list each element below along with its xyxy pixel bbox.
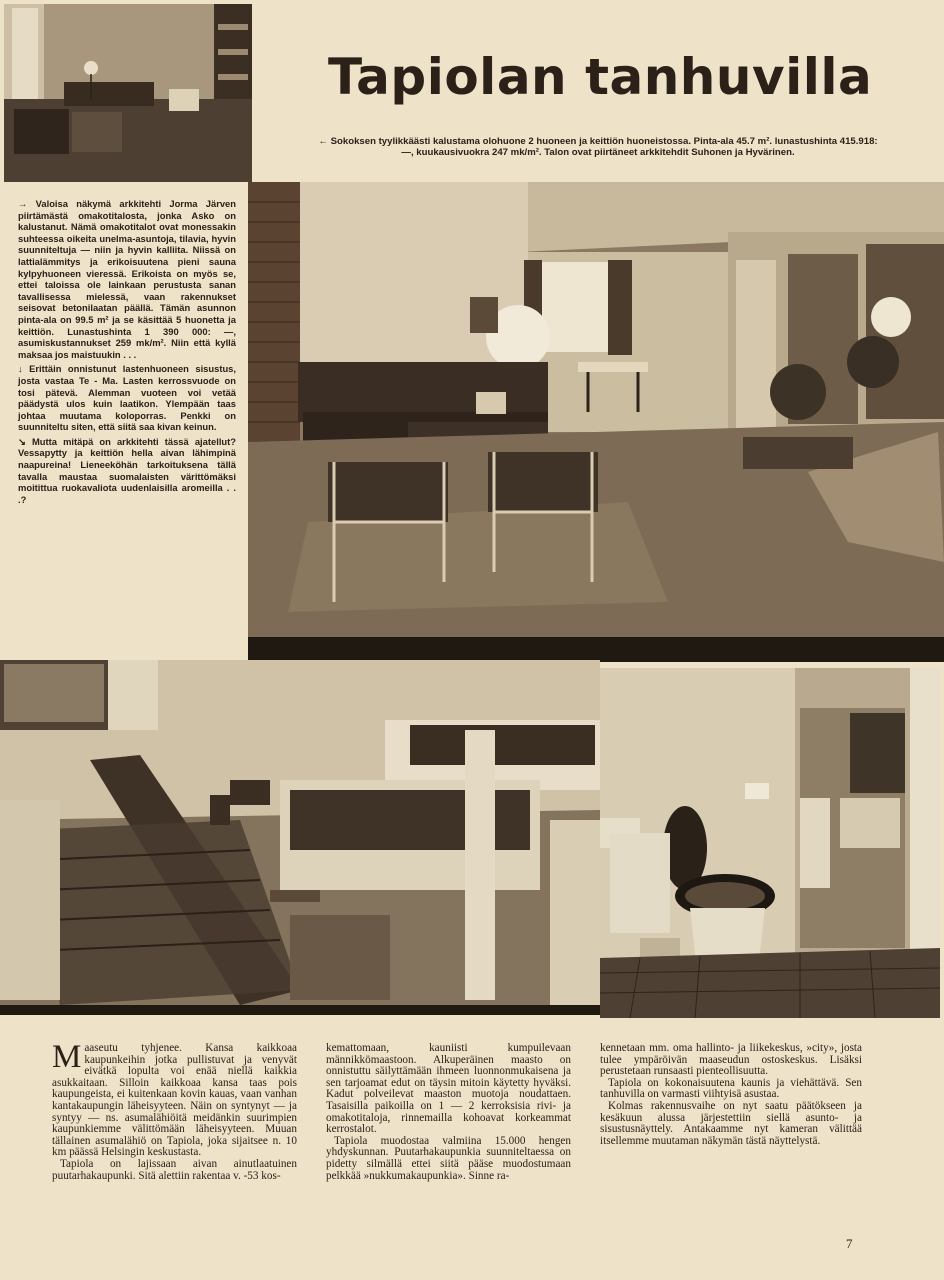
house-interior-photo (248, 182, 944, 662)
caption-toilet-kitchen: ↘ Mutta mitäpä on arkkitehti tässä ajatellut? Vessapytty ja keittiön hella aivan lähimpinä naapureina! Lieneeköhän tarkoituksena tällä tavalla maustaa suomalaisten värittömäksi moitittua ruokavaliota uudenlaisilla aromeilla . . .? (18, 435, 236, 505)
caption-house: → Valoisa näkymä arkkitehti Jorma Järven piirtämästä omakotitalosta, jonka Asko on kalustanut. Nämä omakotitalot ovat monessakin suhteessa oikeita unelma-asuntoja, tilavia, hyvin suunniteltuja — niin ja hyvin kalliita. Niissä on lattialämmitys ja erikoisuutena pieni sauna kylpyhuoneen vieressä. Erikoista on myös se, ettei taloissa ole lainkaan perustusta sanan tavallisessa mielessä, vaan rakennukset seisovat betonilaatan päällä. Tämän asunnon pinta-ala on 99.5 m² ja se käsittää 5 huonetta ja keittiön. Lunastushinta 1 390 000: —, asumiskustannukset 259 mk/m². Niin että kyllä maksaa jos maistuukin . . . (18, 198, 236, 360)
body-column-1 (52, 1039, 297, 1182)
body-column-3 (600, 1043, 862, 1147)
childrens-room-photo (0, 660, 600, 1015)
page-number: 7 (846, 1236, 853, 1251)
body-column-2 (326, 1043, 571, 1182)
caption-childrens-room: ↓ Erittäin onnistunut lastenhuoneen sisustus, josta vastaa Te - Ma. Lasten kerrossvuode on tosi pätevä. Alemman vuoteen voi vetää päädystä ulos kuin laatikon. Ylempään taas johtaa muutama koloporras. Penkki on suunniteltu siten, että siitä saa kivan keinun. (18, 363, 236, 433)
bathroom-kitchen-photo (600, 668, 940, 1018)
body-paragraph: Tapiola on lajissaan aivan ainutlaatuinen puutarhakaupunki. Sitä alettiin rakentaa v. -53 kos- (52, 1157, 297, 1182)
body-paragraph: Tapiola on kokonaisuutena kaunis ja viehättävä. Sen tanhuvilla on varmasti viihtyisä asustaa. (600, 1076, 862, 1101)
body-paragraph: Tapiola muodostaa valmiina 15.000 hengen yhdyskunnan. Puutarhakaupunkia suunniteltaessa on pidetty silmällä ettei siitä pääse muodostumaan pelkkää »nukkumakaupunkia». Sinne ra- (326, 1134, 571, 1182)
body-paragraph: Kolmas rakennusvaihe on nyt saatu päätökseen ja kesäkuun alussa järjestettiin siellä asunto- ja sisustusnäyttely. Antakaamme nyt kameran välittää itsellemme muutaman näkymän tästä näyttelystä. (600, 1099, 862, 1147)
side-caption-column (18, 198, 236, 508)
living-room-photo (4, 4, 252, 182)
body-paragraph: aaseutu tyhjenee. Kansa kaikkoaa kaupunkeihin jotka pullistuvat ja venyvät eivätkä lopulta voi enää niellä kaikkia asukkaitaan. Silloin kaikkoaa kansa taas pois kaupungeista, ei kuitenkaan kovin kauas, vaan vanhan kantakaupungin läheisyyteen. Näin on syntynyt — ja syntyy — ns. asumalähiöitä meidänkin suurimpien kaupunkiemme välittömään läheisyyteen. Muuan tällainen asumalähiö on Tapiola, joka sijaitsee n. 10 km päässä Helsingin keskustasta. (52, 1042, 297, 1159)
body-paragraph: kemattomaan, kauniisti kumpuilevaan männikkömaastoon. Alkuperäinen maasto on onnistuttu säilyttämään ihmeen luonnonmukaisena ja sen tarjoamat edut on täysin mitoin käytetty hyväksi. Kadut polveilevat maaston muotoja noudattaen. Tasaisilla paikoilla on 1 — 2 kerroksisia rivi- ja omakotitaloja, rinnemailla kohoavat korkeammat kerrostalot. (326, 1042, 571, 1136)
article-title: Tapiolan tanhuvilla (328, 48, 873, 106)
top-photo-caption: ← Sokoksen tyylikkäästi kalustama olohuone 2 huoneen ja keittiön huoneistossa. Pinta-ala 45.7 m². lunastushinta 415.918: —, kuukausivuokra 247 mk/m². Talon ovat piirtäneet arkkitehdit Suhonen ja Hyvärinen. (318, 136, 878, 158)
body-paragraph: kennetaan mm. oma hallinto- ja liikekeskus, »city», josta tulee ympäröivän maaseudun ostoskeskus. Lisäksi perustetaan runsaasti pienteollisuutta. (600, 1042, 862, 1078)
drop-cap: M (52, 1039, 82, 1075)
